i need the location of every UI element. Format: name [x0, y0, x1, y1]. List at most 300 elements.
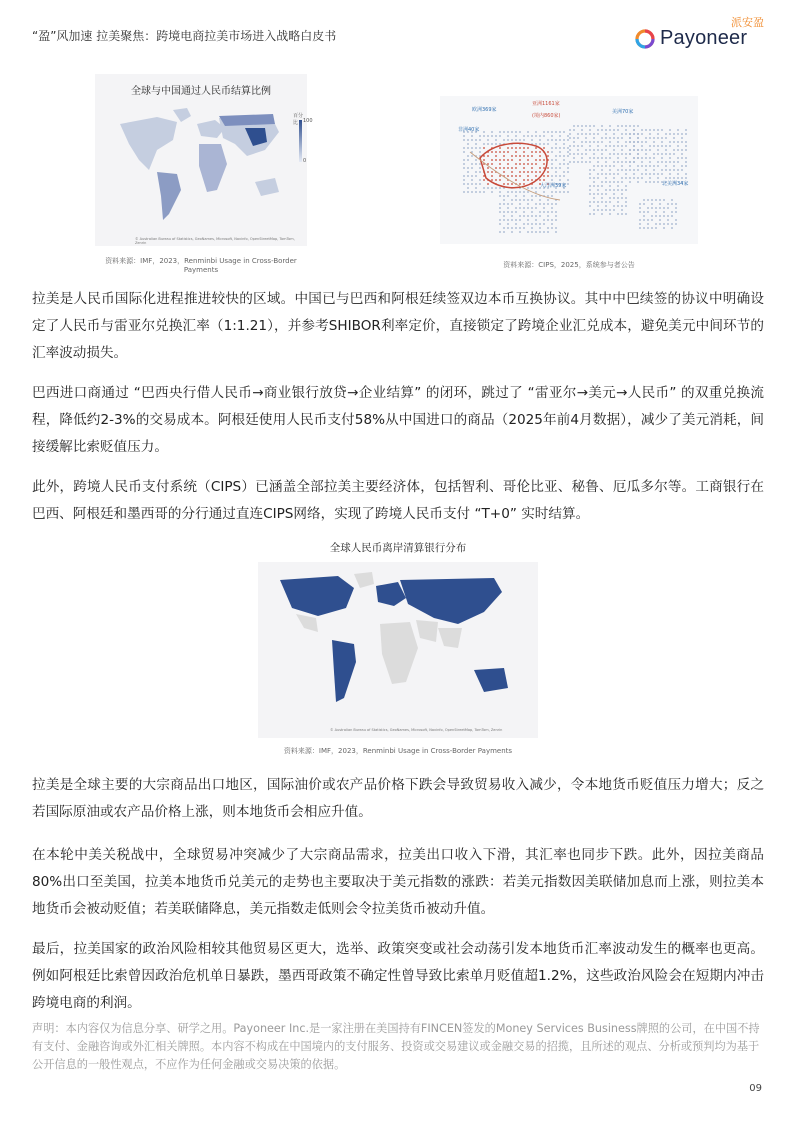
map-dot — [527, 203, 529, 205]
map-dot — [515, 147, 517, 149]
map-dot — [463, 139, 465, 141]
map-dot — [503, 171, 505, 173]
map-dot — [609, 125, 611, 127]
map-dot — [605, 193, 607, 195]
map-dot — [531, 199, 533, 201]
map-dot — [535, 231, 537, 233]
map-dot — [483, 191, 485, 193]
map-dot — [613, 193, 615, 195]
map-dot — [519, 203, 521, 205]
map-dot — [677, 177, 679, 179]
map-dot — [663, 199, 665, 201]
map-dot — [535, 219, 537, 221]
map-dot — [663, 227, 665, 229]
map-dot — [569, 161, 571, 163]
greenland-shape — [173, 108, 191, 122]
map-dot — [589, 157, 591, 159]
map-dot — [535, 171, 537, 173]
map-dot — [487, 183, 489, 185]
map-dot — [467, 191, 469, 193]
map-dot — [499, 187, 501, 189]
map-dot — [613, 129, 615, 131]
map-dot — [613, 205, 615, 207]
map-dot — [609, 169, 611, 171]
map-dot — [625, 185, 627, 187]
map-dot — [547, 203, 549, 205]
map-dot — [613, 209, 615, 211]
map-dot — [633, 129, 635, 131]
map-dot — [625, 153, 627, 155]
map-dot — [593, 157, 595, 159]
map-dot — [495, 159, 497, 161]
map-dot — [589, 201, 591, 203]
map-dot — [479, 151, 481, 153]
map-dot — [645, 181, 647, 183]
map-dot — [527, 131, 529, 133]
map-dot — [601, 197, 603, 199]
map-dot — [625, 169, 627, 171]
map-dot — [621, 133, 623, 135]
map-dot — [597, 193, 599, 195]
map-dot — [613, 173, 615, 175]
map-dot — [637, 137, 639, 139]
map-dot — [647, 227, 649, 229]
map-dot — [507, 183, 509, 185]
map-dot — [669, 161, 671, 163]
map-dot — [673, 137, 675, 139]
map-dot — [577, 161, 579, 163]
map-dot — [479, 171, 481, 173]
map-dot — [563, 175, 565, 177]
map-dot — [609, 129, 611, 131]
map-dot — [617, 169, 619, 171]
map-dot — [503, 195, 505, 197]
map-dot — [539, 231, 541, 233]
map-dot — [515, 179, 517, 181]
cips-region-label: 欧洲369家 — [472, 107, 497, 113]
south-america-shape — [157, 172, 181, 220]
map-dot — [665, 161, 667, 163]
map-dot — [621, 205, 623, 207]
map-dot — [551, 195, 553, 197]
map-dot — [589, 161, 591, 163]
map-dot — [685, 129, 687, 131]
map-dot — [551, 207, 553, 209]
clearing-banks-map — [258, 562, 538, 738]
map-dot — [613, 149, 615, 151]
map-dot — [507, 151, 509, 153]
map-dot — [681, 149, 683, 151]
map-dot — [647, 219, 649, 221]
map-dot — [511, 231, 513, 233]
legend-max: 100 — [303, 118, 313, 124]
map-dot — [543, 223, 545, 225]
map-dot — [547, 219, 549, 221]
map-dot — [613, 189, 615, 191]
map-dot — [547, 175, 549, 177]
map-dot — [581, 153, 583, 155]
map-dot — [573, 137, 575, 139]
map-dot — [463, 167, 465, 169]
map-dot — [661, 157, 663, 159]
payoneer-brand — [634, 14, 764, 54]
map-dot — [613, 197, 615, 199]
dotted-world-map — [440, 96, 698, 244]
map-dot — [467, 155, 469, 157]
map-dot — [573, 129, 575, 131]
map-dot — [597, 165, 599, 167]
map-dot — [555, 175, 557, 177]
map-dot — [617, 161, 619, 163]
map-dot — [535, 151, 537, 153]
map-dot — [511, 159, 513, 161]
map-dot — [665, 153, 667, 155]
map-dot — [621, 197, 623, 199]
map-dot — [657, 165, 659, 167]
map-dot — [673, 169, 675, 171]
map-dot — [531, 231, 533, 233]
legend-min: 0 — [303, 158, 307, 164]
map-dot — [647, 223, 649, 225]
map-dot — [633, 133, 635, 135]
map-dot — [535, 147, 537, 149]
map-dot — [491, 135, 493, 137]
map-dot — [523, 167, 525, 169]
map-dot — [527, 175, 529, 177]
map-dot — [669, 153, 671, 155]
map-dot — [677, 169, 679, 171]
map-dot — [637, 169, 639, 171]
map-dot — [573, 157, 575, 159]
map-dot — [475, 147, 477, 149]
map-dot — [621, 209, 623, 211]
map-dot — [655, 199, 657, 201]
map-dot — [681, 141, 683, 143]
map-dot — [555, 159, 557, 161]
map-dot — [633, 145, 635, 147]
map-dot — [673, 141, 675, 143]
map-dot — [589, 185, 591, 187]
map-dot — [569, 129, 571, 131]
map-dot — [563, 191, 565, 193]
map-dot — [551, 227, 553, 229]
map-dot — [547, 215, 549, 217]
map-dot — [511, 167, 513, 169]
map-dot — [681, 177, 683, 179]
map-dot — [665, 169, 667, 171]
map-dot — [669, 173, 671, 175]
map-dot — [685, 149, 687, 151]
map-dot — [499, 151, 501, 153]
map-dot — [463, 175, 465, 177]
map-dot — [621, 125, 623, 127]
map-dot — [633, 161, 635, 163]
map-dot — [535, 195, 537, 197]
map-dot — [507, 159, 509, 161]
map-dot — [625, 157, 627, 159]
map-dot — [463, 147, 465, 149]
map-dot — [581, 129, 583, 131]
map-dot — [463, 191, 465, 193]
map-dot — [471, 175, 473, 177]
body-paragraph: 拉美是全球主要的大宗商品出口地区，国际油价或农产品价格下跌会导致贸易收入减少，令本地货币贬值压力增大；反之若国际原油或农产品价格上涨，则本地货币会相应升值。 — [32, 777, 764, 820]
map-dot — [657, 133, 659, 135]
map-dot — [559, 163, 561, 165]
map-dot — [499, 135, 501, 137]
map-dot — [499, 143, 501, 145]
map-dot — [563, 163, 565, 165]
map-dot — [563, 131, 565, 133]
map-dot — [559, 147, 561, 149]
map-dot — [685, 173, 687, 175]
map-dot — [531, 187, 533, 189]
map-dot — [657, 145, 659, 147]
map-dot — [581, 161, 583, 163]
map-dot — [681, 157, 683, 159]
map-dot — [601, 181, 603, 183]
map-dot — [651, 227, 653, 229]
map-dot — [499, 179, 501, 181]
middle-east-shape — [416, 620, 438, 642]
map-dot — [621, 169, 623, 171]
map-dot — [555, 191, 557, 193]
map-dot — [535, 143, 537, 145]
map-dot — [543, 143, 545, 145]
map-dot — [593, 197, 595, 199]
map-dot — [617, 145, 619, 147]
map-dot — [589, 133, 591, 135]
map-dot — [609, 213, 611, 215]
map-dot — [511, 171, 513, 173]
map-dot — [613, 177, 615, 179]
map-dot — [567, 163, 569, 165]
map-dot — [685, 133, 687, 135]
map-dot — [463, 135, 465, 137]
map-dot — [663, 223, 665, 225]
map-dot — [543, 219, 545, 221]
map-dot — [539, 167, 541, 169]
map-dot — [535, 175, 537, 177]
map-dot — [645, 141, 647, 143]
map-dot — [523, 199, 525, 201]
map-dot — [573, 125, 575, 127]
map-dot — [625, 173, 627, 175]
map-dot — [547, 155, 549, 157]
map-dot — [621, 137, 623, 139]
map-dot — [641, 149, 643, 151]
map-dot — [567, 155, 569, 157]
map-dot — [555, 203, 557, 205]
map-dot — [483, 159, 485, 161]
map-dot — [577, 137, 579, 139]
map-dot — [601, 149, 603, 151]
map-dot — [567, 139, 569, 141]
map-dot — [677, 173, 679, 175]
map-dot — [511, 131, 513, 133]
map-dot — [621, 145, 623, 147]
map-dot — [547, 139, 549, 141]
map-dot — [515, 135, 517, 137]
australia-shape — [474, 668, 508, 692]
map-dot — [551, 163, 553, 165]
map-dot — [547, 167, 549, 169]
map-dot — [653, 165, 655, 167]
map-dot — [567, 183, 569, 185]
map-dot — [657, 153, 659, 155]
map-dot — [577, 145, 579, 147]
map-dot — [593, 177, 595, 179]
map-dot — [479, 135, 481, 137]
map-dot — [601, 165, 603, 167]
map-dot — [665, 149, 667, 151]
map-dot — [649, 137, 651, 139]
map-dot — [503, 167, 505, 169]
map-dot — [531, 179, 533, 181]
map-dot — [685, 141, 687, 143]
map-dot — [507, 135, 509, 137]
map-dot — [641, 165, 643, 167]
map-dot — [463, 163, 465, 165]
map-dot — [559, 175, 561, 177]
map-dot — [523, 179, 525, 181]
map-dot — [479, 167, 481, 169]
map-dot — [569, 153, 571, 155]
map-dot — [555, 171, 557, 173]
map-dot — [625, 125, 627, 127]
map-dot — [551, 211, 553, 213]
map-dot — [507, 227, 509, 229]
map-dot — [491, 151, 493, 153]
map-dot — [609, 165, 611, 167]
map-dot — [551, 131, 553, 133]
brand-name: Payoneer — [660, 27, 748, 49]
map-dot — [519, 163, 521, 165]
map-dot — [653, 153, 655, 155]
map-dot — [499, 223, 501, 225]
map-dot — [483, 147, 485, 149]
map-dot — [551, 219, 553, 221]
map-dot — [643, 199, 645, 201]
map-dot — [653, 137, 655, 139]
map-dot — [499, 191, 501, 193]
map-dot — [467, 139, 469, 141]
map-dot — [463, 151, 465, 153]
legend-title: 百分比 — [293, 113, 304, 126]
map-dot — [507, 223, 509, 225]
map-dot — [519, 155, 521, 157]
map-dot — [527, 187, 529, 189]
map-dot — [605, 173, 607, 175]
map-dot — [491, 143, 493, 145]
map-dot — [585, 153, 587, 155]
map-dot — [597, 149, 599, 151]
map-dot — [563, 147, 565, 149]
map-dot — [653, 145, 655, 147]
map-dot — [633, 157, 635, 159]
map-dot — [471, 139, 473, 141]
map-dot — [551, 139, 553, 141]
map-dot — [471, 183, 473, 185]
map-dot — [593, 125, 595, 127]
map-dot — [475, 171, 477, 173]
map-dot — [597, 133, 599, 135]
mexico-shape — [296, 614, 318, 632]
map-dot — [633, 169, 635, 171]
map-dot — [535, 223, 537, 225]
map-dot — [499, 175, 501, 177]
map-dot — [503, 199, 505, 201]
china-outline — [480, 143, 547, 187]
map-dot — [657, 129, 659, 131]
rmb-settlement-map-figure — [95, 74, 313, 246]
map-dot — [507, 167, 509, 169]
map-dot — [677, 133, 679, 135]
map-dot — [527, 135, 529, 137]
map-dot — [593, 209, 595, 211]
map-dot — [657, 161, 659, 163]
map-dot — [661, 129, 663, 131]
map-dot — [645, 137, 647, 139]
map-dot — [597, 177, 599, 179]
map-dot — [519, 227, 521, 229]
map-dot — [663, 215, 665, 217]
map-dot — [543, 147, 545, 149]
map-dot — [629, 137, 631, 139]
map-dot — [609, 145, 611, 147]
map-dot — [527, 159, 529, 161]
map-dot — [523, 211, 525, 213]
map-dot — [569, 133, 571, 135]
map-dot — [487, 143, 489, 145]
map-dot — [617, 129, 619, 131]
map-dot — [563, 143, 565, 145]
map-dot — [563, 159, 565, 161]
map-dot — [471, 147, 473, 149]
map-dot — [539, 135, 541, 137]
map-dot — [671, 203, 673, 205]
map-dot — [569, 137, 571, 139]
map-dot — [547, 151, 549, 153]
map-dot — [641, 129, 643, 131]
map-dot — [665, 145, 667, 147]
map-dot — [515, 131, 517, 133]
map-dot — [543, 163, 545, 165]
map-dot — [547, 199, 549, 201]
map-dot — [681, 153, 683, 155]
map-dot — [551, 203, 553, 205]
map-dot — [531, 215, 533, 217]
map-dot — [531, 207, 533, 209]
map-dot — [625, 189, 627, 191]
map-dot — [641, 157, 643, 159]
map-dot — [651, 199, 653, 201]
map-dot — [573, 153, 575, 155]
map-dot — [567, 151, 569, 153]
map-dot — [675, 219, 677, 221]
map-dot — [559, 135, 561, 137]
map-dot — [495, 155, 497, 157]
map-dot — [649, 129, 651, 131]
map-dot — [555, 155, 557, 157]
map-dot — [507, 147, 509, 149]
map-dot — [555, 227, 557, 229]
map-dot — [535, 215, 537, 217]
map-dot — [551, 147, 553, 149]
map-dot — [601, 157, 603, 159]
map-dot — [519, 159, 521, 161]
map-dot — [663, 211, 665, 213]
map-dot — [613, 133, 615, 135]
